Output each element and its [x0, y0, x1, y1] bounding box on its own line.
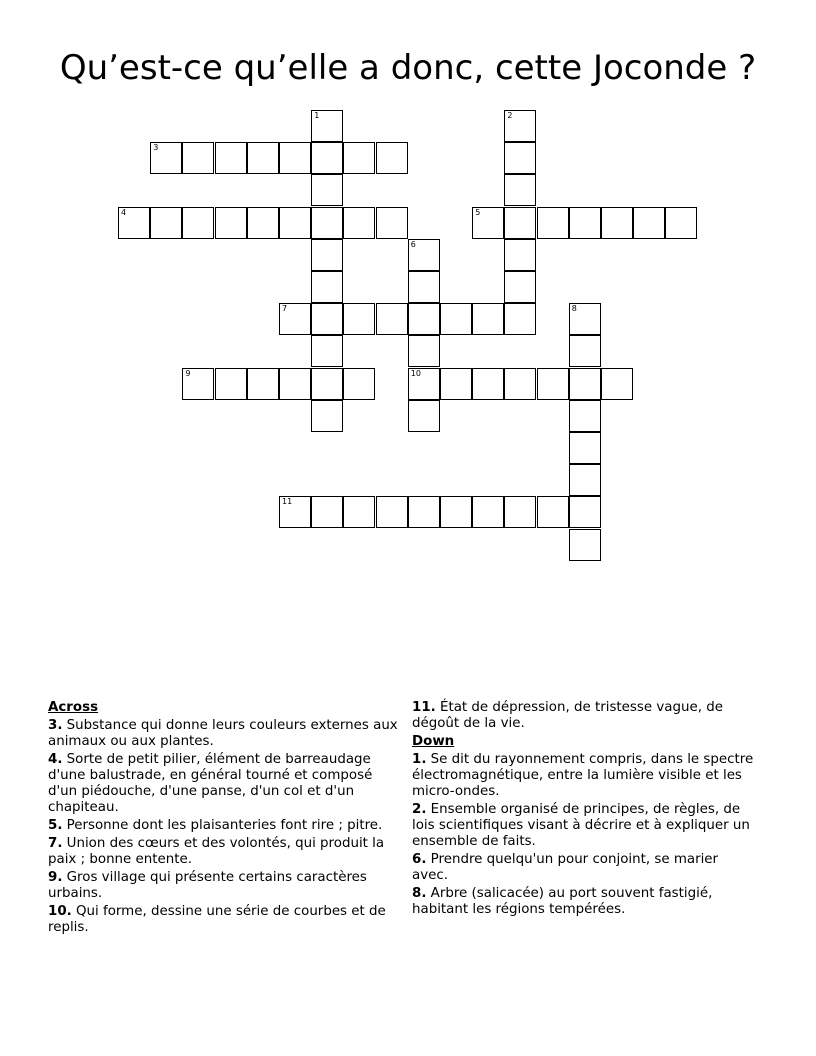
clue-down-1: 1. Se dit du rayonnement compris, dans le spectre électromagnétique, entre la lumière visible et les micro-ondes.	[412, 752, 754, 799]
crossword-cell[interactable]	[665, 207, 697, 239]
crossword-cell[interactable]	[215, 207, 247, 239]
crossword-cell[interactable]	[408, 400, 440, 432]
crossword-cell[interactable]	[633, 207, 665, 239]
crossword-cell[interactable]	[440, 368, 472, 400]
crossword-cell[interactable]	[247, 207, 279, 239]
crossword-cell[interactable]	[537, 207, 569, 239]
crossword-cell[interactable]	[569, 368, 601, 400]
crossword-cell[interactable]	[279, 368, 311, 400]
crossword-cell[interactable]	[182, 368, 214, 400]
crossword-cell[interactable]	[408, 496, 440, 528]
crossword-cell[interactable]	[504, 174, 536, 206]
crossword-cell[interactable]	[408, 303, 440, 335]
crossword-cell[interactable]	[311, 207, 343, 239]
crossword-cell[interactable]	[472, 207, 504, 239]
crossword-cell[interactable]	[472, 496, 504, 528]
crossword-cell[interactable]	[311, 271, 343, 303]
crossword-cell[interactable]	[569, 400, 601, 432]
crossword-cell[interactable]	[247, 142, 279, 174]
crossword-cell[interactable]	[569, 303, 601, 335]
crossword-cell[interactable]	[311, 303, 343, 335]
crossword-cell[interactable]	[408, 239, 440, 271]
crossword-cell[interactable]	[343, 303, 375, 335]
crossword-cell[interactable]	[504, 496, 536, 528]
crossword-cell[interactable]	[472, 368, 504, 400]
crossword-cell[interactable]	[118, 207, 150, 239]
crossword-cell[interactable]	[215, 142, 247, 174]
crossword-cell[interactable]	[343, 368, 375, 400]
clue-across-7: 7. Union des cœurs et des volontés, qui produit la paix ; bonne entente.	[48, 836, 385, 867]
crossword-cell[interactable]	[504, 303, 536, 335]
crossword-cell[interactable]	[569, 432, 601, 464]
crossword-cell[interactable]	[376, 303, 408, 335]
crossword-cell[interactable]	[343, 207, 375, 239]
clue-number: 7	[282, 304, 288, 314]
crossword-cell[interactable]	[150, 207, 182, 239]
crossword-cell[interactable]	[504, 271, 536, 303]
crossword-cell[interactable]	[376, 207, 408, 239]
crossword-cell[interactable]	[601, 368, 633, 400]
clue-down-6: 6. Prendre quelqu'un pour conjoint, se marier avec.	[412, 852, 719, 883]
clue-number: 9	[185, 368, 191, 378]
clue-across-5: 5. Personne dont les plaisanteries font rire ; pitre.	[48, 818, 383, 833]
clue-across-4: 4. Sorte de petit pilier, élément de barreaudage d'une balustrade, en général tourné et composé d'un piédouche, d'une panse, d'un col et d'un chapiteau.	[48, 752, 373, 815]
clues-column-left	[48, 700, 398, 938]
clues-column-right	[412, 700, 757, 920]
crossword-cell[interactable]	[408, 335, 440, 367]
clue-down-2: 2. Ensemble organisé de principes, de règles, de lois scientifiques visant à décrire et à expliquer un ensemble de faits.	[412, 802, 750, 849]
crossword-cell[interactable]	[472, 303, 504, 335]
crossword-cell[interactable]	[311, 110, 343, 142]
crossword-cell[interactable]	[440, 303, 472, 335]
crossword-cell[interactable]	[569, 335, 601, 367]
crossword-cell[interactable]	[537, 496, 569, 528]
crossword-cell[interactable]	[601, 207, 633, 239]
page-title: Qu’est-ce qu’elle a donc, cette Joconde ?	[59, 48, 757, 88]
crossword-cell[interactable]	[376, 142, 408, 174]
crossword-cell[interactable]	[408, 271, 440, 303]
across-heading: Across	[48, 700, 99, 715]
crossword-cell[interactable]	[504, 207, 536, 239]
clue-number: 11	[282, 497, 293, 507]
crossword-cell[interactable]	[311, 496, 343, 528]
crossword-cell[interactable]	[504, 142, 536, 174]
crossword-cell[interactable]	[569, 496, 601, 528]
crossword-cell[interactable]	[215, 368, 247, 400]
crossword-cell[interactable]	[504, 368, 536, 400]
crossword-cell[interactable]	[408, 368, 440, 400]
clue-number: 8	[571, 304, 577, 314]
crossword-cell[interactable]	[504, 239, 536, 271]
crossword-cell[interactable]	[311, 335, 343, 367]
clue-number: 5	[475, 207, 481, 217]
clue-down-8: 8. Arbre (salicacée) au port souvent fastigié, habitant les régions tempérées.	[412, 886, 713, 917]
crossword-cell[interactable]	[279, 496, 311, 528]
crossword-cell[interactable]	[343, 142, 375, 174]
crossword-cell[interactable]	[440, 496, 472, 528]
crossword-cell[interactable]	[569, 529, 601, 561]
clue-across-3: 3. Substance qui donne leurs couleurs externes aux animaux ou aux plantes.	[48, 718, 398, 749]
crossword-cell[interactable]	[569, 207, 601, 239]
clue-across-11: 11. État de dépression, de tristesse vague, de dégoût de la vie.	[412, 700, 723, 731]
crossword-cell[interactable]	[311, 400, 343, 432]
crossword-cell[interactable]	[279, 142, 311, 174]
clue-number: 3	[153, 143, 159, 153]
clue-number: 1	[314, 111, 320, 120]
clue-number: 2	[507, 111, 513, 120]
crossword-cell[interactable]	[150, 142, 182, 174]
crossword-cell[interactable]	[569, 464, 601, 496]
crossword-cell[interactable]	[311, 368, 343, 400]
clue-across-9: 9. Gros village qui présente certains caractères urbains.	[48, 870, 367, 901]
crossword-cell[interactable]	[343, 496, 375, 528]
crossword-cell[interactable]	[182, 142, 214, 174]
crossword-cell[interactable]	[279, 207, 311, 239]
clue-number: 10	[410, 368, 421, 378]
crossword-cell[interactable]	[182, 207, 214, 239]
crossword-cell[interactable]	[537, 368, 569, 400]
crossword-cell[interactable]	[504, 110, 536, 142]
crossword-cell[interactable]	[311, 239, 343, 271]
clue-number: 6	[410, 239, 416, 249]
clue-number: 4	[121, 207, 127, 217]
crossword-cell[interactable]	[279, 303, 311, 335]
crossword-cell[interactable]	[311, 174, 343, 206]
crossword-cell[interactable]	[247, 368, 279, 400]
crossword-cell[interactable]	[311, 142, 343, 174]
clue-across-10: 10. Qui forme, dessine une série de courbes et de replis.	[48, 904, 386, 935]
down-heading: Down	[412, 734, 455, 749]
crossword-cell[interactable]	[376, 496, 408, 528]
